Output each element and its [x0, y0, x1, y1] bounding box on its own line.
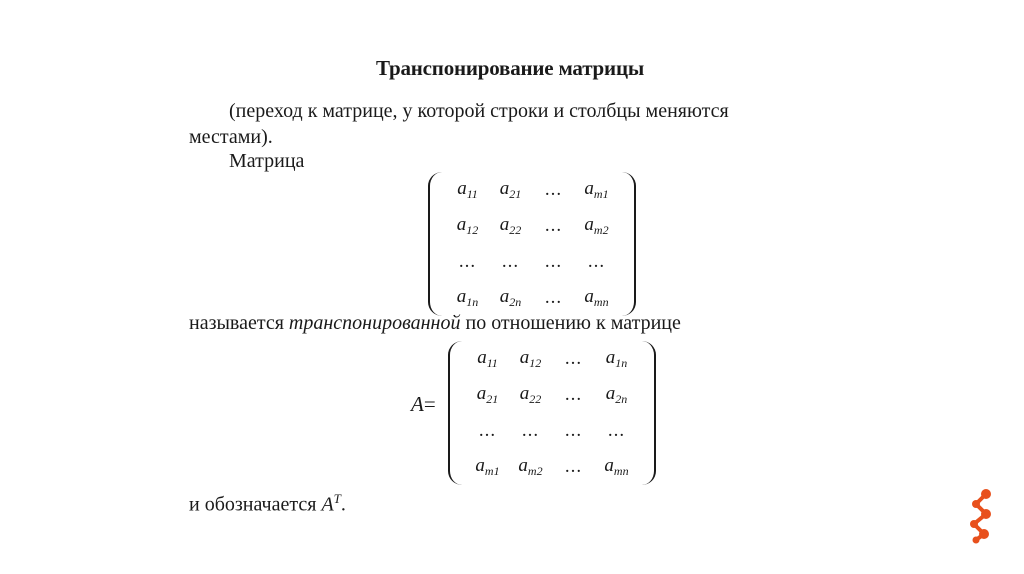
- matrix-cell-symbol: ...: [544, 251, 563, 272]
- matrix-cell-symbol: a: [584, 214, 594, 235]
- matrix-a-symbol: A: [411, 392, 424, 416]
- matrix-cell-index: 12: [466, 223, 479, 237]
- molecule-logo-icon: [962, 488, 1002, 544]
- matrix-cell-index: 1n: [615, 356, 628, 370]
- equation-lhs: [411, 392, 436, 417]
- matrix-cell-symbol: a: [456, 214, 467, 235]
- matrix-cell-index: m2: [593, 223, 609, 237]
- matrix-cell-symbol: ...: [607, 420, 626, 441]
- matrix-cell: [457, 214, 479, 238]
- matrix-cell: [545, 287, 562, 309]
- matrix-cell-symbol: ...: [544, 287, 563, 308]
- matrix-cell-index: 21: [486, 392, 499, 406]
- matrix-cell: [584, 178, 608, 202]
- notation-sentence: [189, 486, 346, 518]
- matrix-cell-symbol: ...: [544, 179, 563, 200]
- matrix-cell-symbol: ...: [458, 251, 477, 272]
- matrix-cell-symbol: a: [499, 286, 510, 307]
- original-matrix: [448, 341, 656, 485]
- matrix-cell-index: m2: [527, 464, 543, 478]
- transposed-matrix-grid: [444, 172, 620, 316]
- matrix-cell-symbol: a: [584, 286, 594, 307]
- matrix-cell: [588, 251, 605, 273]
- matrix-word: Матрица: [229, 150, 305, 172]
- matrix-cell-symbol: ...: [478, 420, 497, 441]
- matrix-cell: [520, 383, 542, 407]
- matrix-cell: [522, 420, 539, 442]
- matrix-cell-index: 11: [466, 187, 478, 201]
- matrix-cell: [565, 384, 582, 406]
- matrix-cell: [545, 179, 562, 201]
- notation-symbol: A: [321, 493, 334, 516]
- transposed-term: транспонированной: [288, 312, 461, 334]
- matrix-cell-symbol: a: [519, 347, 530, 368]
- matrix-cell-index: 1n: [466, 295, 479, 309]
- matrix-cell-index: mn: [613, 464, 629, 478]
- matrix-cell-symbol: a: [499, 178, 510, 199]
- right-parenthesis: [640, 341, 656, 485]
- matrix-cell-index: 22: [509, 223, 522, 237]
- matrix-cell-symbol: a: [584, 178, 594, 199]
- matrix-cell-symbol: ...: [587, 251, 606, 272]
- intro-line-2: местами).: [189, 126, 273, 148]
- matrix-cell: [502, 251, 519, 273]
- matrix-cell: [606, 383, 628, 407]
- matrix-cell-symbol: ...: [564, 456, 583, 477]
- matrix-cell: [520, 347, 542, 371]
- matrix-cell: [477, 347, 498, 371]
- matrix-cell-symbol: a: [605, 383, 616, 404]
- matrix-cell: [606, 347, 628, 371]
- matrix-cell-symbol: a: [605, 347, 616, 368]
- matrix-cell-index: mn: [593, 295, 609, 309]
- matrix-cell: [477, 383, 499, 407]
- matrix-cell: [500, 178, 522, 202]
- original-matrix-grid: [464, 341, 640, 485]
- matrix-cell-index: 2n: [615, 392, 628, 406]
- matrix-cell: [457, 286, 479, 310]
- matrix-cell: [565, 456, 582, 478]
- matrix-cell-symbol: a: [518, 455, 528, 476]
- matrix-cell: [565, 420, 582, 442]
- matrix-cell-index: 22: [529, 392, 542, 406]
- matrix-cell: [608, 420, 625, 442]
- transposed-prefix: называется: [189, 312, 289, 334]
- matrix-cell: [584, 286, 608, 310]
- notation-prefix: и обозначается: [189, 493, 322, 516]
- matrix-cell-symbol: a: [456, 286, 467, 307]
- transposed-sentence: [189, 310, 681, 336]
- matrix-cell: [604, 455, 628, 479]
- matrix-cell-symbol: ...: [501, 251, 520, 272]
- matrix-cell-symbol: a: [476, 383, 487, 404]
- matrix-cell: [545, 215, 562, 237]
- equals-sign: =: [423, 392, 436, 416]
- matrix-cell-symbol: ...: [544, 215, 563, 236]
- matrix-cell: [457, 178, 478, 202]
- matrix-cell-index: m1: [593, 187, 609, 201]
- matrix-cell-symbol: a: [477, 347, 487, 368]
- transposed-suffix: по отношению к матрице: [460, 312, 681, 334]
- matrix-cell-symbol: a: [457, 178, 467, 199]
- matrix-cell-symbol: a: [519, 383, 530, 404]
- intro-line-1: (переход к матрице, у которой строки и столбцы меняются: [229, 100, 729, 122]
- slide-title: Транспонирование матрицы: [376, 56, 645, 80]
- matrix-cell: [500, 214, 522, 238]
- matrix-cell-symbol: a: [604, 455, 614, 476]
- matrix-cell: [475, 455, 499, 479]
- matrix-cell: [545, 251, 562, 273]
- matrix-cell-symbol: ...: [521, 420, 540, 441]
- notation-superscript: T: [333, 491, 341, 506]
- matrix-cell-symbol: a: [499, 214, 510, 235]
- matrix-cell: [479, 420, 496, 442]
- right-parenthesis: [620, 172, 636, 316]
- matrix-cell-index: m1: [484, 464, 500, 478]
- matrix-cell: [565, 348, 582, 370]
- matrix-cell-symbol: ...: [564, 348, 583, 369]
- left-parenthesis: [448, 341, 464, 485]
- left-parenthesis: [428, 172, 444, 316]
- matrix-cell-index: 2n: [509, 295, 522, 309]
- transposed-matrix: [428, 172, 636, 316]
- matrix-cell: [459, 251, 476, 273]
- matrix-cell: [500, 286, 522, 310]
- matrix-cell-index: 12: [529, 356, 542, 370]
- matrix-cell-index: 11: [486, 356, 498, 370]
- matrix-cell: [518, 455, 542, 479]
- matrix-cell-symbol: a: [475, 455, 485, 476]
- matrix-cell-index: 21: [509, 187, 522, 201]
- notation-end: .: [340, 493, 346, 516]
- matrix-cell: [584, 214, 608, 238]
- matrix-cell-symbol: ...: [564, 384, 583, 405]
- matrix-cell-symbol: ...: [564, 420, 583, 441]
